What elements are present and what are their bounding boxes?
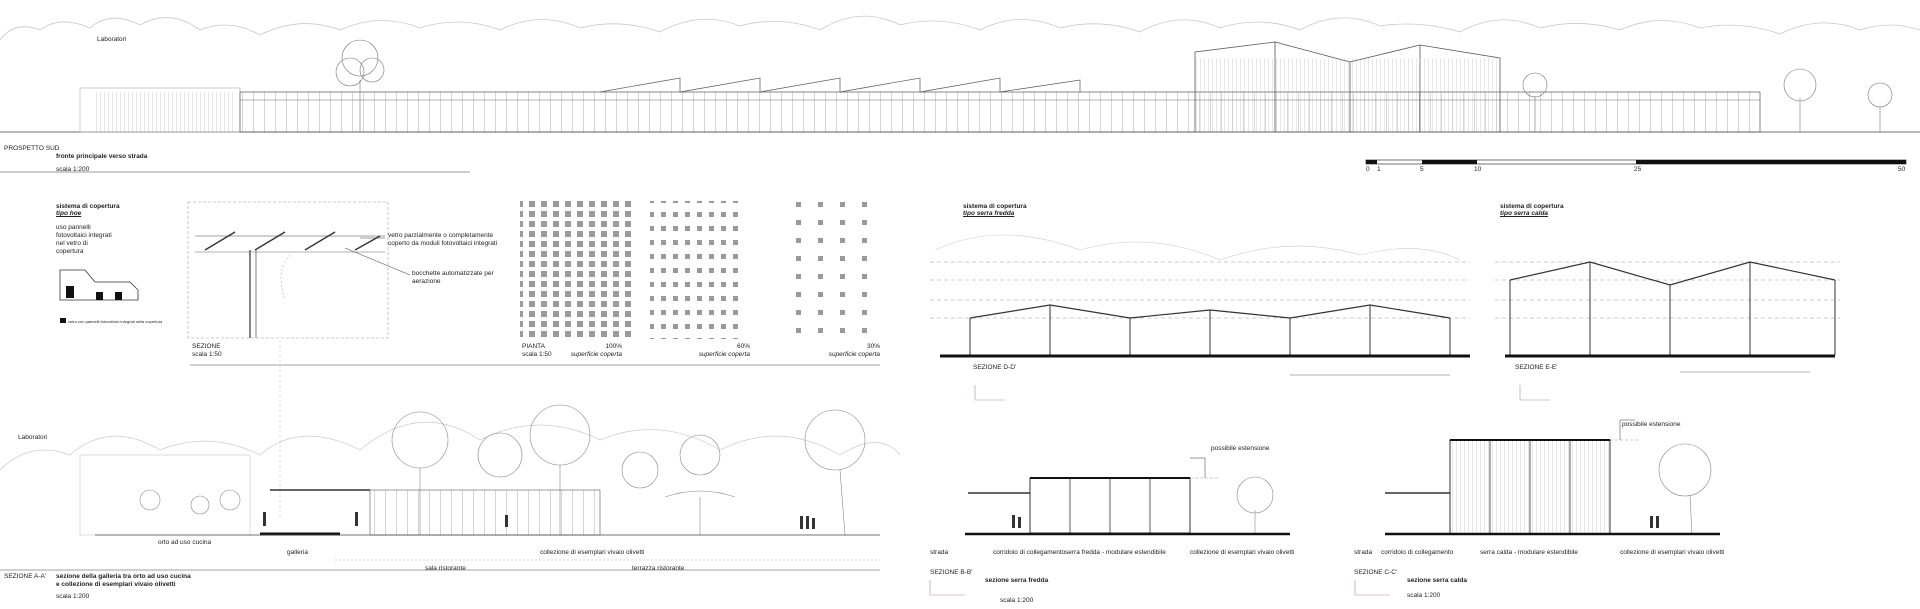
- section-cc-title: sezione serra calda: [1407, 577, 1467, 584]
- laboratori-label: Laboratori: [97, 36, 127, 43]
- corridoio-label-cc: corridoio di collegamento: [1381, 549, 1454, 556]
- roof-system-title: sistema di copertura: [56, 203, 120, 210]
- roof-system-type: tipo hoe: [56, 210, 82, 217]
- coverage-label: superficie coperta: [828, 351, 880, 358]
- scale-tick: 0: [1366, 166, 1370, 173]
- scale-tick: 1: [1377, 166, 1381, 173]
- section-bb-code: SEZIONE B-B': [930, 569, 973, 576]
- sala-label: sala ristorante: [425, 565, 466, 572]
- warm-section-label: SEZIONE E-E': [1515, 364, 1558, 371]
- section-aa-scale: scala 1:200: [56, 593, 90, 600]
- scale-tick: 50: [1898, 166, 1906, 173]
- cold-roof-title: sistema di copertura: [963, 203, 1027, 210]
- collezione-label: collezione di esemplari vivaio olivetti: [540, 549, 645, 556]
- warm-roof-type: tipo serra calda: [1500, 210, 1549, 217]
- section-label: SEZIONE: [192, 343, 221, 350]
- terrazza-label: terrazza ristorante: [632, 565, 685, 572]
- roof-system-description: uso pannelli fotovoltaici integrati nel vetro di copertura: [56, 224, 112, 255]
- south-elevation-drawing: [0, 16, 1920, 172]
- serra-label-cc: serra calda - modulare estendibile: [1480, 549, 1578, 556]
- section-aa-title-2: e collezione di esemplari vivaio olivetti: [56, 581, 176, 588]
- section-cc-drawing: [1355, 420, 1720, 595]
- plan-scale: scala 1:50: [522, 351, 552, 358]
- coverage-label: superficie coperta: [570, 351, 622, 358]
- section-bb-scale: scala 1:200: [1000, 597, 1034, 604]
- callout-glass: vetro parzialmente o completamente coperto da moduli fotovoltaici integrati: [388, 232, 498, 247]
- cold-greenhouse-section: [930, 235, 1470, 400]
- callout-vents: bocchette automatizzate per aerazione: [412, 270, 494, 285]
- elevation-scale: scala 1:200: [56, 166, 90, 173]
- cold-section-label: SEZIONE D-D': [973, 364, 1017, 371]
- coverage-pct: 60%: [736, 343, 750, 350]
- galleria-label: galleria: [287, 549, 308, 556]
- elevation-code: PROSPETTO SUD: [4, 145, 60, 152]
- section-bb-drawing: [930, 458, 1290, 595]
- strada-label-bb: strada: [930, 549, 949, 556]
- section-scale: scala 1:50: [192, 351, 222, 358]
- section-cc-scale: scala 1:200: [1407, 592, 1441, 599]
- strada-label-cc: strada: [1354, 549, 1373, 556]
- graphic-scale-bar: [1366, 160, 1906, 164]
- coverage-pct: 30%: [866, 343, 880, 350]
- estensione-label-cc: possibile estensione: [1622, 421, 1681, 428]
- plan-label: PIANTA: [522, 343, 545, 350]
- warm-roof-title: sistema di copertura: [1500, 203, 1564, 210]
- scale-tick: 5: [1420, 166, 1424, 173]
- warm-greenhouse-section: [1495, 262, 1840, 400]
- coverage-pct: 100%: [605, 343, 622, 350]
- coverage-label: superficie coperta: [698, 351, 750, 358]
- section-aa-drawing: [0, 405, 900, 570]
- corridoio-label-bb: corridoio di collegamento: [993, 549, 1066, 556]
- roof-system-detail: [60, 201, 880, 520]
- laboratori-label-aa: Laboratori: [18, 434, 48, 441]
- section-aa-code: SEZIONE A-A': [4, 573, 47, 580]
- scale-tick: 25: [1634, 166, 1642, 173]
- scale-tick: 10: [1474, 166, 1482, 173]
- section-bb-title: sezione serra fredda: [985, 577, 1049, 584]
- cold-roof-type: tipo serra fredda: [963, 210, 1015, 217]
- section-cc-code: SEZIONE C-C': [1354, 569, 1398, 576]
- orto-label: orto ad uso cucina: [158, 539, 212, 546]
- serra-label-bb: serra fredda - modulare estendibile: [1065, 549, 1166, 556]
- collezione-label-bb: collezione di esemplari vivaio olivetti: [1190, 549, 1295, 556]
- collezione-label-cc: collezione di esemplari vivaio olivetti: [1620, 549, 1725, 556]
- roof-legend: vetro con pannelli fotovoltaici integrati nella copertura: [68, 319, 163, 324]
- estensione-label-bb: possibile estensione: [1211, 445, 1270, 452]
- section-aa-title-1: sezione della galleria tra orto ad uso cucina: [56, 573, 191, 580]
- elevation-title: fronte principale verso strada: [56, 153, 148, 160]
